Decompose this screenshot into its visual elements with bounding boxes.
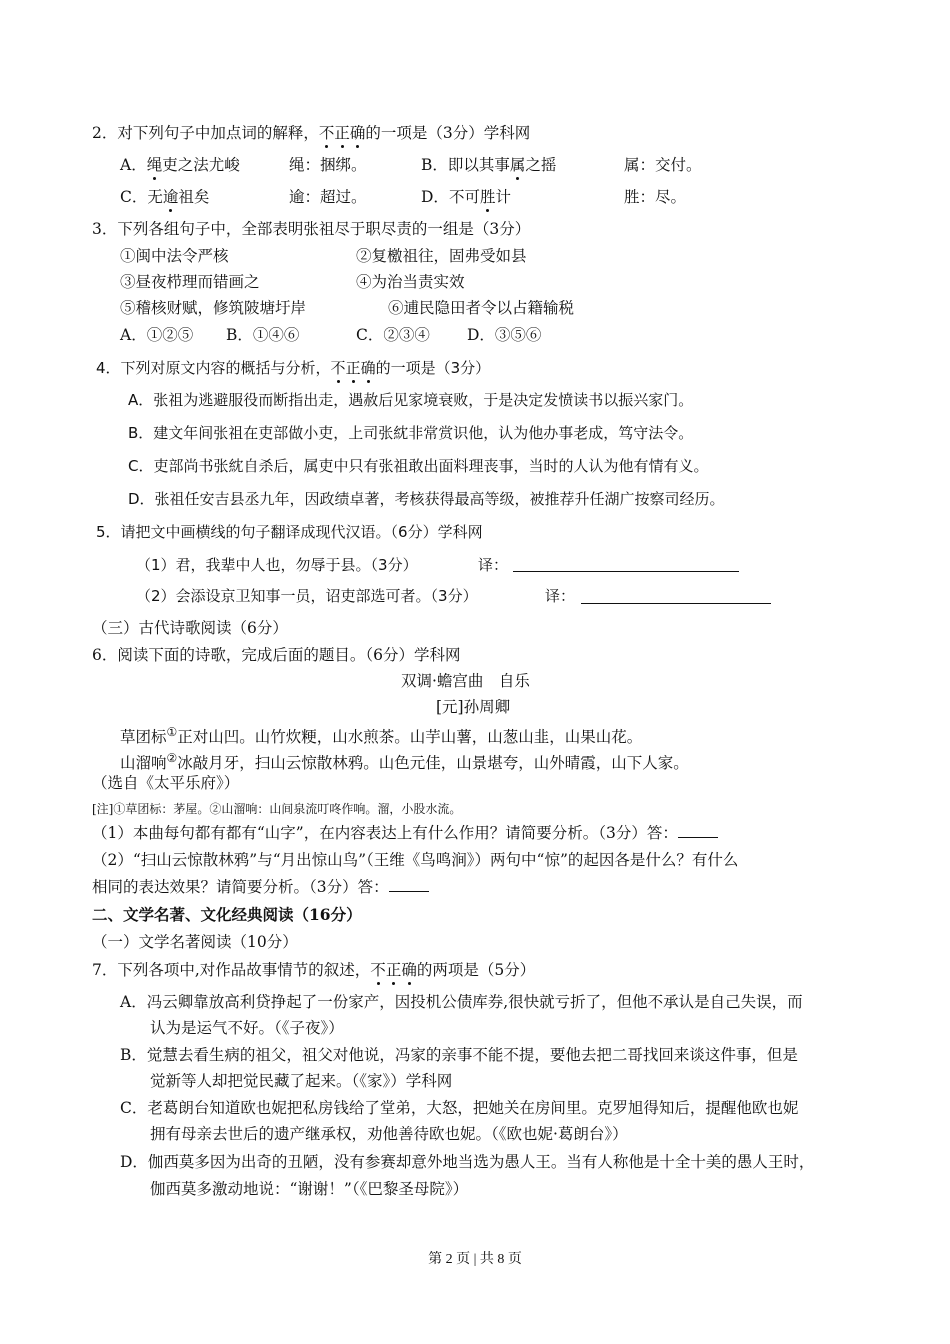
q6-answer-line-1[interactable] <box>678 837 718 838</box>
q7-option-d-1: D．伽西莫多因为出奇的丑陋，没有参赛却意外地当选为愚人王。当有人称他是十全十美的愚人王时， <box>120 1153 815 1171</box>
q3-answer-b: B．①④⑥ <box>226 326 300 344</box>
q5-answer-line-2[interactable] <box>581 603 771 604</box>
dotted-char: 确 <box>360 359 376 377</box>
dotted-char: 属 <box>509 156 526 174</box>
q3-item-1: ①闽中法令严核 <box>120 247 229 265</box>
q2-option-a: A．绳吏之法尤峻 <box>120 156 240 174</box>
part-2-heading: 二、文学名著、文化经典阅读（16分） <box>92 905 362 924</box>
poem-author: [元]孙周卿 <box>436 698 511 716</box>
q3-item-6: ⑥逋民隐田者令以占籍输税 <box>388 299 575 317</box>
q2-stem: 2．对下列句子中加点词的解释，不正确的一项是（3分）学科网 <box>92 124 531 142</box>
option-text: 吏之法尤峻 <box>162 156 240 174</box>
q4-option-c: C．吏部尚书张紞自杀后，属吏中只有张祖敢出面料理丧事，当时的人认为他有情有义。 <box>128 457 709 475</box>
q5-sentence-1: （1）君，我辈中人也，勿辱于县。（3分） <box>136 556 418 574</box>
q3-answer-c: C．②③④ <box>356 326 430 344</box>
section-3-heading: （三）古代诗歌阅读（6分） <box>92 619 288 637</box>
dotted-char: 正 <box>334 124 350 142</box>
dotted-char: 确 <box>349 124 366 142</box>
emphasis-dotted <box>331 359 376 377</box>
dotted-char: 正 <box>385 961 402 979</box>
q7-stem: 7．下列各项中,对作品故事情节的叙述，不正确的两项是（5分） <box>92 961 536 979</box>
q7-option-c-1: C．老葛朗台知道欧也妮把私房钱给了堂弟，大怒，把她关在房间里。克罗旭得知后，提醒他欧也妮 <box>120 1099 799 1117</box>
q4-option-d: D．张祖任安吉县丞九年，因政绩卓著，考核获得最高等级，被推荐升任湖广按察司经历。 <box>128 490 725 508</box>
q7-option-b-2: 觉新等人却把觉民藏了起来。（《家》）学科网 <box>150 1072 453 1090</box>
q3-answer-d: D．③⑤⑥ <box>467 326 542 344</box>
q4-stem: 4．下列对原文内容的概括与分析，不正确的一项是（3分） <box>96 359 491 377</box>
dotted-char: 不 <box>330 359 346 377</box>
q7-option-d-2: 伽西莫多激动地说：“谢谢！”（《巴黎圣母院》） <box>150 1180 469 1198</box>
q7-option-a-1: A．冯云卿靠放高利贷挣起了一份家产，因投机公债库券,很快就亏折了，但他不承认是自己失误，而 <box>120 993 803 1011</box>
dotted-char: 胜 <box>479 188 496 206</box>
q7-option-c-2: 拥有母亲去世后的遗产继承权，劝他善待欧也妮。（《欧也妮·葛朗台》） <box>150 1125 628 1143</box>
q2-option-a-gloss: 绳：捆绑。 <box>289 156 367 174</box>
q3-stem: 3．下列各组句子中，全部表明张祖尽于职尽责的一组是（3分） <box>92 220 531 238</box>
q4-option-a: A．张祖为逃避服役而断指出走，遇赦后见家境衰败，于是决定发愤读书以振兴家门。 <box>128 391 694 409</box>
q3-item-4: ④为治当责实效 <box>356 273 465 291</box>
q3-item-3: ③昼夜栉理而错画之 <box>120 273 260 291</box>
dotted-char: 不 <box>318 124 335 142</box>
q2-option-d: D．不可胜计 <box>421 188 511 206</box>
q6-answer-line-2[interactable] <box>389 891 429 892</box>
q5-translate-label-2: 译： <box>545 587 576 605</box>
dotted-char: 绳 <box>146 156 163 174</box>
q6-sub-1: （1）本曲每句都有都有“山字”，在内容表达上有什么作用？请简要分析。（3分）答： <box>92 823 718 843</box>
q2-option-d-gloss: 胜：尽。 <box>624 188 687 206</box>
q5-answer-line-1[interactable] <box>513 571 739 572</box>
q4-option-b: B．建文年间张祖在吏部做小吏，上司张紞非常赏识他，认为他办事老成，笃守法令。 <box>128 424 694 442</box>
q2-option-b: B．即以其事属之摇 <box>421 156 557 174</box>
poem-title: 双调·蟾宫曲 自乐 <box>401 672 530 690</box>
section-2-1-heading: （一）文学名著阅读（10分） <box>92 933 298 951</box>
q6-sub-2-b: 相同的表达效果？请简要分析。（3分）答： <box>92 877 429 897</box>
q7-option-a-2: 认为是运气不好。（《子夜》） <box>150 1019 344 1037</box>
poem-note: [注]①草团标：茅屋。②山溜响：山间泉流叮咚作响。溜，小股水流。 <box>92 802 462 816</box>
emphasis-dotted <box>370 961 417 979</box>
poem-line-1: 草团标①正对山凹。山竹炊粳，山水煎茶。山芋山薯，山葱山韭，山果山花。 <box>120 725 643 747</box>
dotted-char: 正 <box>345 359 361 377</box>
q5-sentence-2: （2）会添设京卫知事一员，诏吏部选可者。（3分） <box>136 587 478 605</box>
poem-line-2: 山溜响②冰敲月牙，扫山云惊散林鸦。山色元佳，山景堪夸，山外晴霞，山下人家。 <box>120 751 689 773</box>
q2-option-b-gloss: 属：交付。 <box>624 156 702 174</box>
emphasis-dotted <box>319 124 366 142</box>
q3-item-2: ②复檄祖往，固弗受如县 <box>356 247 527 265</box>
dotted-char: 逾 <box>162 188 179 206</box>
dotted-char: 确 <box>401 961 417 979</box>
q7-option-b-1: B．觉慧去看生病的祖父，祖父对他说，冯家的亲事不能不提，要他去把二哥找回来谈这件事，但是 <box>120 1046 798 1064</box>
page-number: 第 2 页 | 共 8 页 <box>428 1252 522 1267</box>
q5-translate-label-1: 译： <box>478 556 509 574</box>
q5-stem: 5．请把文中画横线的句子翻译成现代汉语。（6分）学科网 <box>96 523 483 541</box>
q3-answer-a: A．①②⑤ <box>120 326 194 344</box>
q3-item-5: ⑤稽核财赋，修筑陂塘圩岸 <box>120 299 307 317</box>
q2-option-c-gloss: 逾：超过。 <box>289 188 367 206</box>
q6-stem: 6．阅读下面的诗歌，完成后面的题目。（6分）学科网 <box>92 646 461 664</box>
q6-sub-2-a: （2）“扫山云惊散林鸦”与“月出惊山鸟”（王维《鸟鸣涧》）两句中“惊”的起因各是什么？有什么 <box>92 851 739 869</box>
q2-option-c: C．无逾祖矣 <box>120 188 210 206</box>
poem-source: （选自《太平乐府》） <box>92 774 240 792</box>
dotted-char: 不 <box>370 961 386 979</box>
